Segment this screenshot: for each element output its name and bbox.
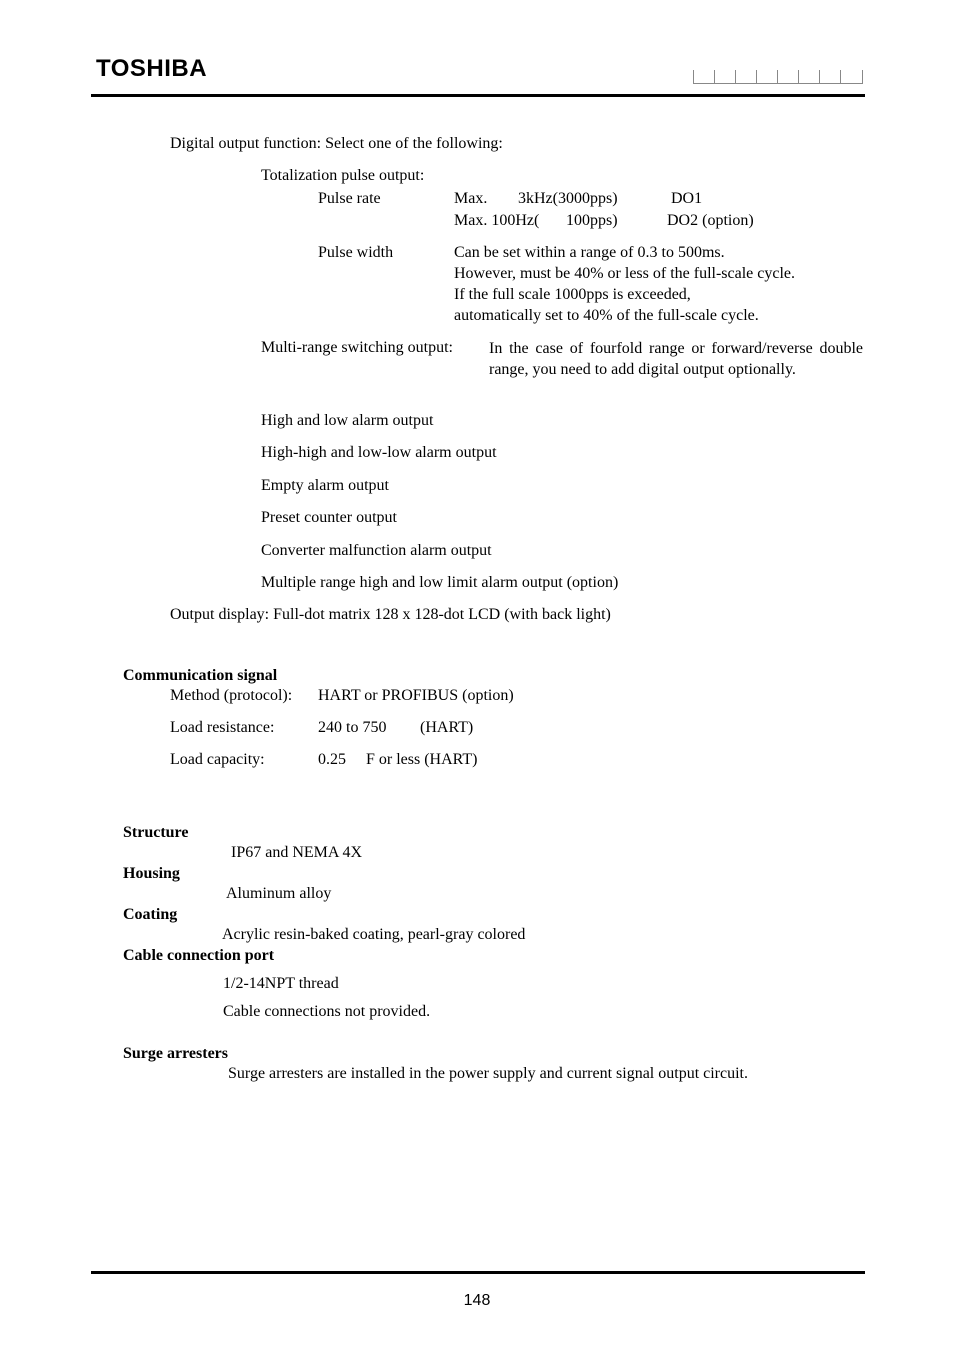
pulse-width-line: However, must be 40% or less of the full-scale cycle. <box>454 265 796 282</box>
pulse-width-line: If the full scale 1000pps is exceeded, <box>454 286 691 303</box>
coating-heading: Coating <box>123 906 178 923</box>
pulse-rate-channel: DO2 (option) <box>667 212 754 229</box>
pulse-width-line: Can be set within a range of 0.3 to 500ms. <box>454 244 725 261</box>
output-display: Output display: Full-dot matrix 128 x 128-dot LCD (with back light) <box>170 606 611 623</box>
structure-heading: Structure <box>123 824 189 841</box>
load-capacity-value: 0.25 <box>318 751 346 768</box>
housing-heading: Housing <box>123 865 180 882</box>
load-resistance-value: 240 to 750 <box>318 719 387 736</box>
output-option: Empty alarm output <box>261 477 389 494</box>
method-value: HART or PROFIBUS (option) <box>318 687 514 704</box>
pulse-width-line: automatically set to 40% of the full-scale cycle. <box>454 307 759 324</box>
pulse-rate-max: Max. <box>454 190 488 207</box>
digital-output-intro: Digital output function: Select one of the following: <box>170 135 503 152</box>
structure-value: IP67 and NEMA 4X <box>231 844 363 861</box>
load-capacity-unit: F or less (HART) <box>366 751 478 768</box>
pulse-width-label: Pulse width <box>318 244 394 261</box>
output-option: Preset counter output <box>261 509 397 526</box>
load-capacity-label: Load capacity: <box>170 751 265 768</box>
pulse-rate-value: 100pps) <box>566 212 618 229</box>
multirange-description: In the case of fourfold range or forward/reverse double range, you need to add digital output optionally. <box>489 340 863 378</box>
pulse-rate-max: Max. 100Hz( <box>454 212 540 229</box>
output-option: High-high and low-low alarm output <box>261 444 497 461</box>
surge-value: Surge arresters are installed in the power supply and current signal output circuit. <box>228 1065 748 1082</box>
page-number: 148 <box>463 1292 491 1309</box>
output-option: High and low alarm output <box>261 412 434 429</box>
cable-heading: Cable connection port <box>123 947 275 964</box>
cable-line: 1/2-14NPT thread <box>223 975 339 992</box>
surge-heading: Surge arresters <box>123 1045 228 1062</box>
pulse-rate-channel: DO1 <box>671 190 703 207</box>
pulse-rate-label: Pulse rate <box>318 190 381 207</box>
method-label: Method (protocol): <box>170 687 293 704</box>
footer-rule <box>91 1271 865 1274</box>
housing-value: Aluminum alloy <box>226 885 332 902</box>
output-option: Converter malfunction alarm output <box>261 542 492 559</box>
load-resistance-label: Load resistance: <box>170 719 275 736</box>
coating-value: Acrylic resin-baked coating, pearl-gray colored <box>222 926 526 943</box>
output-option: Multiple range high and low limit alarm output (option) <box>261 574 619 591</box>
header-rule <box>91 94 865 97</box>
toshiba-logo: TOSHIBA <box>96 55 208 82</box>
cable-line: Cable connections not provided. <box>223 1003 431 1020</box>
load-resistance-protocol: (HART) <box>420 719 474 736</box>
communication-heading: Communication signal <box>123 667 278 684</box>
pulse-rate-value: 3kHz(3000pps) <box>518 190 618 207</box>
document-number-boxes <box>693 68 863 84</box>
multirange-label: Multi-range switching output: <box>261 339 453 356</box>
totalization-label: Totalization pulse output: <box>261 167 425 184</box>
